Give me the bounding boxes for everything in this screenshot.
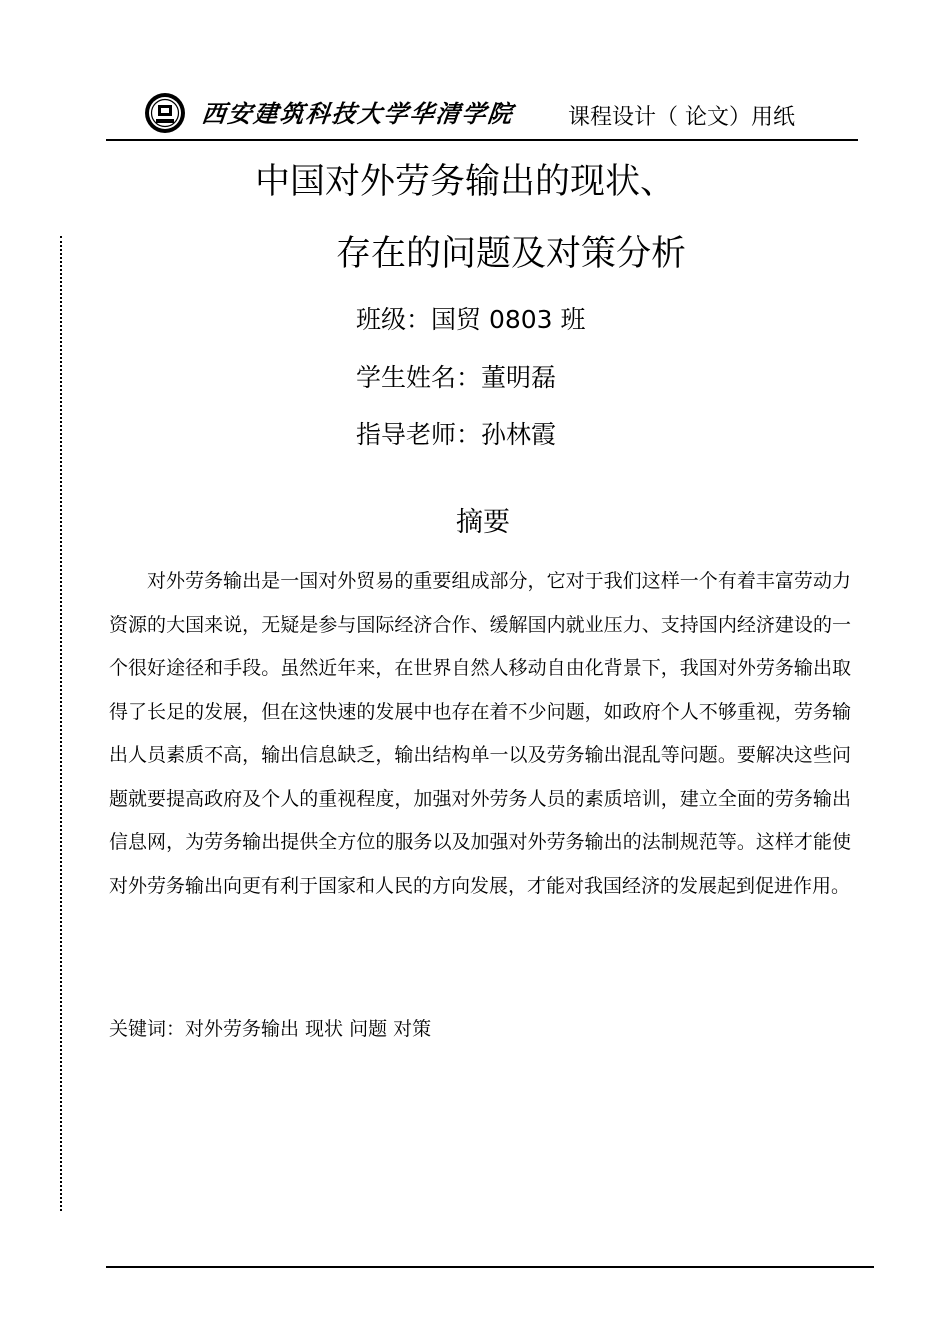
keywords-line [109,1014,431,1041]
footer-divider [106,1266,874,1268]
abstract-body: 对外劳务输出是一国对外贸易的重要组成部分，它对于我们这样一个有着丰富劳动力资源的大国来说，无疑是参与国际经济合作、缓解国内就业压力、支持国内经济建设的一个很好途径和手段。虽然近年来，在世界自然人移动自由化背景下，我国对外劳务输出取得了长足的发展，但在这快速的发展中也存在着不少问题，如政府个人不够重视，劳务输出人员素质不高，输出信息缺乏，输出结构单一以及劳务输出混乱等问题。要解决这些问题就要提高政府及个人的重视程度，加强对外劳务人员的素质培训，建立全面的劳务输出信息网，为劳务输出提供全方位的服务以及加强对外劳务输出的法制规范等。这样才能使对外劳务输出向更有利于国家和人民的方向发展，才能对我国经济的发展起到促进作用。 [109,570,851,897]
advisor-info: 指导老师：孙林霞 [356,420,557,449]
paper-title-line-1: 中国对外劳务输出的现状、 [254,162,675,202]
paper-title-line-2: 存在的问题及对策分析 [335,234,686,274]
keywords-label: 关键词： [109,1018,186,1040]
student-name-info: 学生姓名：董明磊 [356,363,557,392]
page-header [106,86,858,138]
binding-margin-line [60,236,62,1211]
paper-type-label: 课程设计（ 论文）用纸 [568,105,795,130]
keywords-value: 对外劳务输出 现状 问题 对策 [185,1018,432,1040]
class-info: 班级：国贸 0803 班 [356,305,586,334]
university-seal-icon [144,92,186,134]
school-name: 西安建筑科技大学华清学院 [200,99,516,128]
abstract-heading: 摘要 [456,507,510,538]
header-divider [106,139,858,141]
